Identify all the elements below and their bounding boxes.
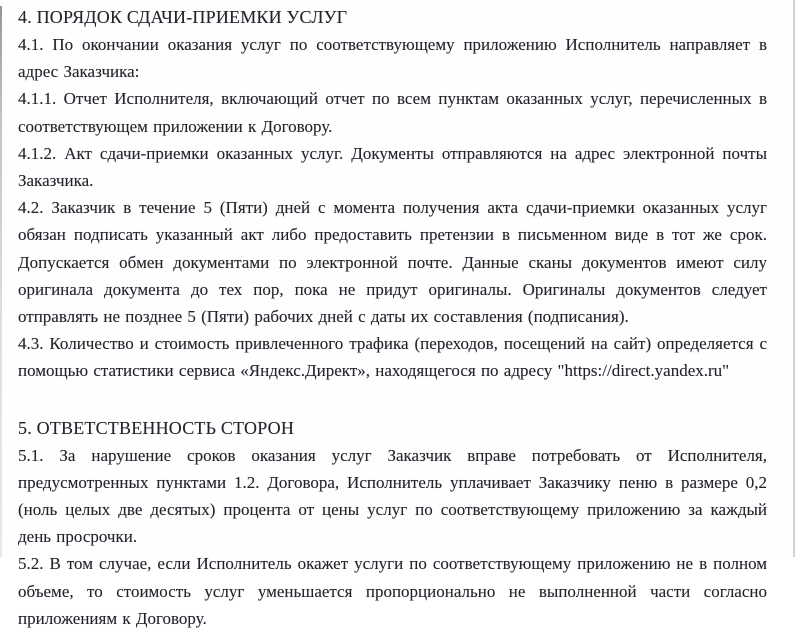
section-5-liability bbox=[18, 415, 767, 632]
clause-4-2: 4.2. Заказчик в течение 5 (Пяти) дней с момента получения акта сдачи-приемки оказанных услуг обязан подписать указанный акт либо предоставить претензии в письменном виде в тот же срок. Допускается обмен документами по электронной почте. Данные сканы документов имеют силу оригинала документа до тех пор, пока не придут оригиналы. Оригиналы документов следует отправлять не позднее 5 (Пяти) рабочих дней с даты их составления (подписания). bbox=[18, 198, 767, 327]
clause-4-1-1: 4.1.1. Отчет Исполнителя, включающий отчет по всем пунктам оказанных услуг, перечисленных в соответствующем приложении к Договору. bbox=[18, 89, 767, 136]
clause-5-1: 5.1. За нарушение сроков оказания услуг Заказчик вправе потребовать от Исполнителя, предусмотренных пунктами 1.2. Договора, Исполнитель уплачивает Заказчику пеню в размере 0,2 (ноль целых две десятых) процента от цены услуг по соответствующему приложению за каждый день просрочки. bbox=[18, 445, 767, 547]
clause-4-1: 4.1. По окончании оказания услуг по соответствующему приложению Исполнитель направляет в адрес Заказчика: bbox=[18, 35, 767, 82]
section-heading-5: 5. ОТВЕТСТВЕННОСТЬ СТОРОН bbox=[18, 417, 295, 438]
scan-edge-artifact-right bbox=[793, 0, 795, 557]
section-4-acceptance-procedure bbox=[18, 4, 767, 385]
clause-4-3: 4.3. Количество и стоимость привлеченного трафика (переходов, посещений на сайт) определяется с помощью статистики сервиса «Яндекс.Директ», находящегося по адресу "https://direct.yandex.ru" bbox=[18, 334, 767, 381]
clause-4-1-2: 4.1.2. Акт сдачи-приемки оказанных услуг. Документы отправляются на адрес электронной почты Заказчика. bbox=[18, 143, 767, 191]
clause-5-2: 5.2. В том случае, если Исполнитель окажет услуги по соответствующему приложению не в полном объеме, то стоимость услуг уменьшается пропорционально не выполненной части согласно приложениям к Договору. bbox=[18, 554, 767, 628]
scan-edge-artifact-left bbox=[0, 6, 2, 557]
document-text-block bbox=[18, 4, 767, 632]
section-heading-4: 4. ПОРЯДОК СДАЧИ-ПРИЕМКИ УСЛУГ bbox=[18, 7, 348, 27]
